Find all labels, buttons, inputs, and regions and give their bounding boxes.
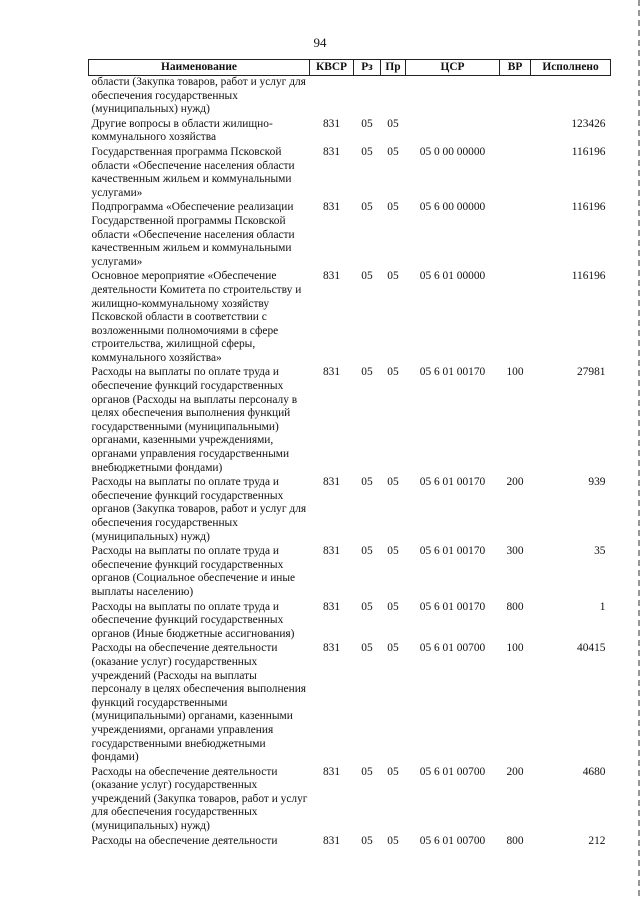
row-kvsr: 831 [322, 642, 341, 655]
row-vr: 100 [506, 642, 524, 655]
row-executed: 116196 [571, 145, 606, 158]
row-csr: 05 6 01 00000 [419, 270, 486, 283]
row-kvsr: 831 [322, 476, 341, 489]
header-name: Наименование [89, 60, 310, 76]
row-executed: 212 [588, 834, 606, 847]
row-csr: 05 6 01 00700 [419, 642, 486, 655]
row-vr: 800 [506, 834, 524, 847]
row-kvsr: 831 [322, 201, 341, 214]
row-kvsr: 831 [322, 117, 341, 130]
row-rz: 05 [361, 117, 373, 130]
row-kvsr: 831 [322, 270, 341, 283]
row-name: Расходы на обеспечение деятельности [91, 834, 278, 847]
header-executed: Исполнено [531, 60, 611, 76]
row-vr: 200 [506, 765, 524, 778]
page-number: 94 [313, 35, 327, 50]
row-executed: 40415 [577, 642, 606, 655]
row-pr: 05 [387, 117, 399, 130]
row-vr: 200 [506, 476, 524, 489]
row-csr [406, 118, 500, 146]
row-csr: 05 6 01 00170 [419, 366, 486, 379]
table-row [89, 118, 611, 146]
row-kvsr: 831 [322, 600, 341, 613]
header-pr: Пр [381, 60, 406, 76]
row-executed [531, 76, 611, 118]
table-row [89, 76, 611, 118]
row-pr: 05 [387, 834, 399, 847]
row-kvsr: 831 [322, 765, 341, 778]
row-kvsr [310, 76, 354, 118]
row-csr: 05 6 01 00170 [419, 476, 486, 489]
row-name: области (Закупка товаров, работ и услуг для обеспечения государственных (муниципальных) нужд) [91, 76, 306, 116]
row-executed: 27981 [577, 366, 606, 379]
row-pr: 05 [387, 145, 399, 158]
header-vr: ВР [500, 60, 531, 76]
row-name: Подпрограмма «Обеспечение реализации Государственной программы Псковской области «Обеспечение населения области качественным жильем и коммунальными услугами» [91, 201, 295, 268]
row-name: Расходы на выплаты по оплате труда и обеспечение функций государственных органов (Иные бюджетные ассигнования) [91, 600, 295, 640]
row-csr: 05 0 00 00000 [419, 145, 486, 158]
table-row [89, 545, 611, 600]
header-kvsr: КВСР [310, 60, 354, 76]
row-csr: 05 6 00 00000 [419, 201, 486, 214]
row-name: Расходы на обеспечение деятельности (оказание услуг) государственных учреждений (Закупка товаров, работ и услуг для обеспечения государственных (муниципальных) нужд) [91, 765, 308, 833]
row-pr [381, 76, 406, 118]
row-rz: 05 [361, 270, 373, 283]
row-executed: 939 [588, 476, 606, 489]
row-executed: 4680 [582, 765, 606, 778]
table-row [89, 366, 611, 476]
row-rz: 05 [361, 476, 373, 489]
row-name: Другие вопросы в области жилищно-коммунального хозяйства [91, 117, 273, 144]
row-name: Основное мероприятие «Обеспечение деятельности Комитета по строительству и жилищно-коммунальному хозяйству Псковской области в соответствии с возложенными полномочиями в сфере строительства, жилищной сферы, коммунального хозяйства» [91, 270, 302, 364]
row-name: Расходы на выплаты по оплате труда и обеспечение функций государственных органов (Расходы на выплаты персоналу в целях обеспечения выполнения функций государственными (муниципальными) органами, казенными учреждениями, органами управления государственными внебюджетными фондами) [91, 366, 298, 474]
table-row [89, 766, 611, 835]
row-csr: 05 6 01 00700 [419, 765, 486, 778]
row-vr: 300 [506, 545, 524, 558]
row-rz: 05 [361, 765, 373, 778]
row-vr [500, 146, 531, 201]
row-kvsr: 831 [322, 366, 341, 379]
table-header-row [89, 60, 611, 76]
row-executed: 123426 [571, 117, 606, 130]
row-rz [354, 76, 381, 118]
table-row [89, 835, 611, 850]
row-executed: 116196 [571, 201, 606, 214]
header-csr: ЦСР [406, 60, 500, 76]
row-rz: 05 [361, 600, 373, 613]
table-row [89, 146, 611, 201]
row-executed: 1 [599, 600, 606, 613]
table-row [89, 201, 611, 270]
row-rz: 05 [361, 366, 373, 379]
row-rz: 05 [361, 201, 373, 214]
row-executed: 35 [594, 545, 606, 558]
row-name: Государственная программа Псковской области «Обеспечение населения области качественным жильем и коммунальными услугами» [91, 145, 295, 199]
row-vr: 100 [506, 366, 524, 379]
row-pr: 05 [387, 201, 399, 214]
row-pr: 05 [387, 545, 399, 558]
row-pr: 05 [387, 765, 399, 778]
row-pr: 05 [387, 600, 399, 613]
row-pr: 05 [387, 476, 399, 489]
header-rz: Рз [354, 60, 381, 76]
row-csr: 05 6 01 00170 [419, 600, 486, 613]
table-row [89, 642, 611, 765]
row-pr: 05 [387, 270, 399, 283]
row-csr [406, 76, 500, 118]
table-row [89, 270, 611, 366]
row-csr: 05 6 01 00170 [419, 545, 486, 558]
table-row [89, 601, 611, 643]
row-kvsr: 831 [322, 145, 341, 158]
row-vr: 800 [506, 600, 524, 613]
row-name: Расходы на выплаты по оплате труда и обеспечение функций государственных органов (Закупка товаров, работ и услуг для обеспечения государственных (муниципальных) нужд) [91, 476, 307, 543]
row-kvsr: 831 [322, 545, 341, 558]
row-rz: 05 [361, 545, 373, 558]
row-vr [500, 201, 531, 270]
row-rz: 05 [361, 834, 373, 847]
row-vr [500, 76, 531, 118]
row-csr: 05 6 01 00700 [419, 834, 486, 847]
budget-execution-table [88, 59, 611, 849]
row-rz: 05 [361, 145, 373, 158]
row-vr [500, 118, 531, 146]
row-vr [500, 270, 531, 366]
row-name: Расходы на выплаты по оплате труда и обеспечение функций государственных органов (Социальное обеспечение и иные выплаты населению) [91, 545, 296, 598]
row-executed: 116196 [571, 270, 606, 283]
row-pr: 05 [387, 366, 399, 379]
row-name: Расходы на обеспечение деятельности (оказание услуг) государственных учреждений (Расходы на выплаты персоналу в целях обеспечения выполнения функций государственными (муниципальными) органами, казенными учреждениями, органами управления государственными внебюджетными фондами) [91, 642, 307, 764]
row-kvsr: 831 [322, 834, 341, 847]
row-pr: 05 [387, 642, 399, 655]
table-row [89, 476, 611, 545]
row-rz: 05 [361, 642, 373, 655]
